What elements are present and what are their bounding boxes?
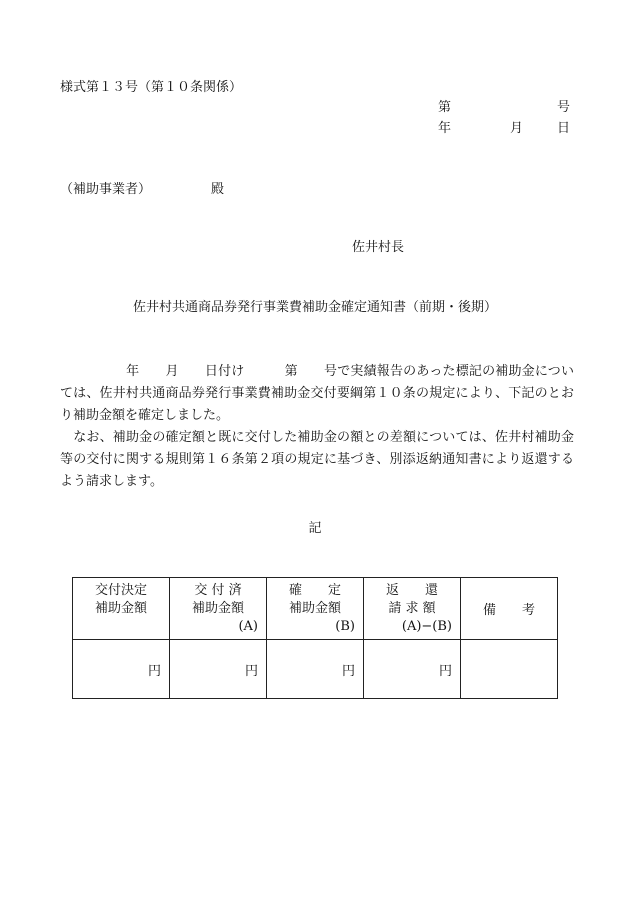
tag-b: (B) xyxy=(335,619,355,634)
table-value-row xyxy=(73,640,558,699)
header-remarks: 備 考 xyxy=(461,578,558,640)
amount-table xyxy=(72,577,558,699)
header-refund-requested: 返 還 請 求 額 (A)−(B) xyxy=(364,578,461,640)
header-grant-confirmed: 確 定 補助金額 (B) xyxy=(267,578,364,640)
sender: 佐井村長 xyxy=(352,240,405,255)
record-label: 記 xyxy=(308,521,322,536)
tag-a-minus-b: (A)−(B) xyxy=(401,619,452,634)
value-remarks xyxy=(461,640,558,699)
recipient xyxy=(60,183,224,196)
table-header-row xyxy=(73,578,558,640)
body-text xyxy=(60,361,574,493)
date-year: 年 xyxy=(438,121,452,136)
doc-number-suffix: 号 xyxy=(556,100,570,115)
p1-year: 年 xyxy=(126,364,140,379)
recipient-honorific: 殿 xyxy=(211,182,225,197)
paragraph-2 xyxy=(60,427,574,493)
date-day: 日 xyxy=(556,121,570,136)
tag-a: (A) xyxy=(238,619,258,634)
yen-unit: 円 xyxy=(147,664,161,679)
p1-day: 日付け xyxy=(204,364,245,379)
document-title: 佐井村共通商品券発行事業費補助金確定通知書（前期・後期） xyxy=(132,300,497,315)
yen-unit: 円 xyxy=(244,664,258,679)
doc-number-prefix: 第 xyxy=(438,100,452,115)
value-grant-decided xyxy=(73,640,170,699)
p1-text: 号で実績報告のあった標記の補助金については、佐井村共通商品券発行事業費補助金交付要綱第１０条の規定により、下記のとおり補助金額を確定しました。 xyxy=(60,364,574,423)
form-number: 様式第１３号（第１０条関係） xyxy=(60,80,243,95)
yen-unit: 円 xyxy=(438,664,452,679)
document-number-line xyxy=(438,101,570,115)
date-month: 月 xyxy=(510,121,524,136)
paragraph-1 xyxy=(60,361,574,427)
p1-no: 第 xyxy=(284,364,298,379)
value-refund-requested xyxy=(364,640,461,699)
header-grant-paid: 交 付 済 補助金額 (A) xyxy=(170,578,267,640)
value-grant-paid xyxy=(170,640,267,699)
p2-text: なお、補助金の確定額と既に交付した補助金の額との差額については、佐井村補助金等の交付に関する規則第１６条第２項の規定に基づき、別添返納通知書により返還するよう請求します。 xyxy=(60,430,574,489)
value-grant-confirmed xyxy=(267,640,364,699)
p1-month: 月 xyxy=(165,364,179,379)
recipient-name: （補助事業者） xyxy=(60,182,152,197)
header-grant-decided: 交付決定 補助金額 xyxy=(73,578,170,640)
yen-unit: 円 xyxy=(341,664,355,679)
document-date-line xyxy=(438,122,570,136)
